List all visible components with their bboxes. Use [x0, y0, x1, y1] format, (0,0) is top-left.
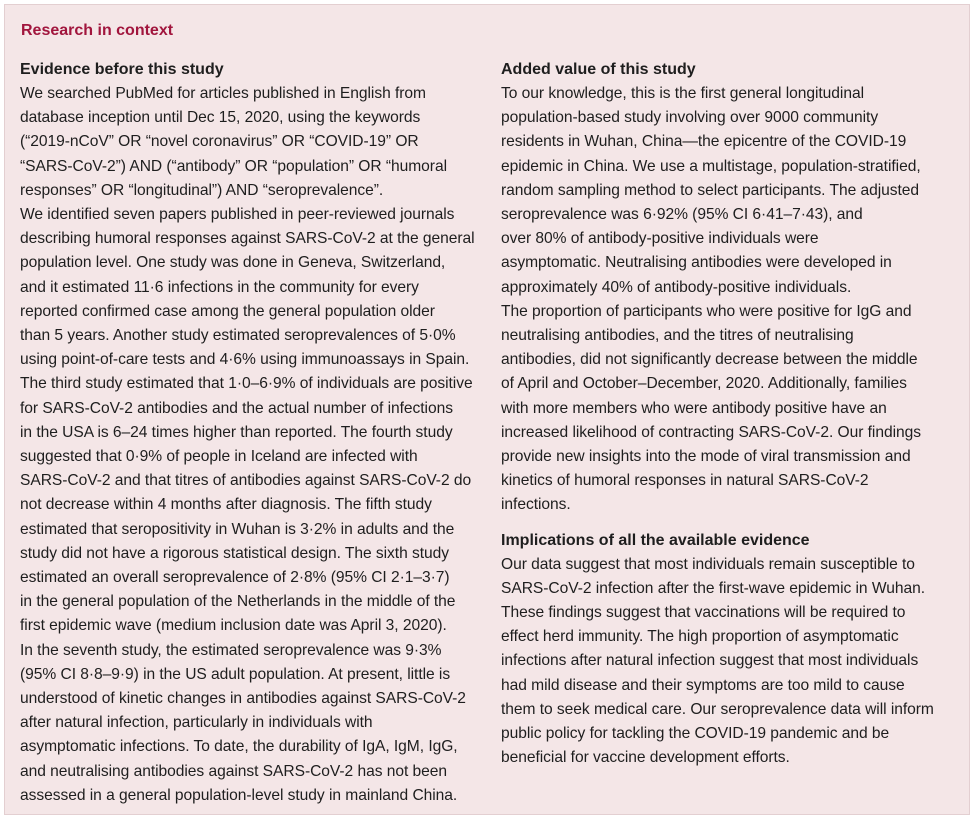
added-value-paragraph: [501, 82, 951, 518]
text-line: estimated that seropositivity in Wuhan is 3·2% in adults and the: [20, 520, 455, 538]
text-line: We searched PubMed for articles published in English from: [20, 85, 426, 102]
text-line: epidemic in China. We use a multistage, population-stratified,: [501, 157, 921, 175]
text-line: understood of kinetic changes in antibodies against SARS-CoV-2: [20, 690, 466, 708]
text-line: residents in Wuhan, China—the epicentre of the COVID-19: [501, 133, 907, 151]
text-line: first epidemic wave (medium inclusion date was April 3, 2020).: [20, 617, 447, 635]
text-line: neutralising antibodies, and the titres of neutralising: [501, 327, 854, 345]
implications-section: [501, 529, 951, 771]
text-line: with more members who were antibody positive have an: [501, 399, 887, 417]
box-title: Research in context: [21, 22, 174, 39]
text-line: in the general population of the Netherlands in the middle of the: [20, 593, 456, 611]
text-line: of April and October–December, 2020. Additionally, families: [501, 375, 907, 393]
text-line: in the USA is 6–24 times higher than reported. The fourth study: [20, 423, 453, 441]
text-line: for SARS-CoV-2 antibodies and the actual number of infections: [20, 399, 453, 417]
text-line: assessed in a general population-level study in mainland China.: [20, 786, 458, 804]
text-line: public policy for tackling the COVID-19 pandemic and be: [501, 725, 890, 743]
text-line: responses” OR “longitudinal”) AND “seroprevalence”.: [20, 181, 384, 199]
text-line: (95% CI 8·8–9·9) in the US adult population. At present, little is: [20, 665, 451, 683]
research-in-context-panel: [4, 4, 970, 815]
text-line: them to seek medical care. Our seroprevalence data will inform: [501, 700, 934, 718]
text-line: “SARS-CoV-2”) AND (“antibody” OR “population” OR “humoral: [20, 157, 447, 175]
implications-paragraph: [501, 553, 951, 771]
text-line: These findings suggest that vaccinations will be required to: [501, 604, 906, 622]
text-line: infections after natural infection suggest that most individuals: [501, 652, 919, 670]
text-line: suggested that 0·9% of people in Iceland are infected with: [20, 448, 418, 466]
text-line: Our data suggest that most individuals remain susceptible to: [501, 555, 915, 573]
text-line: not decrease within 4 months after diagnosis. The fifth study: [20, 496, 432, 514]
text-line: random sampling method to select participants. The adjusted: [501, 181, 920, 199]
text-line: describing humoral responses against SARS-CoV-2 at the general: [20, 230, 475, 248]
text-line: effect herd immunity. The high proportion of asymptomatic: [501, 628, 899, 646]
text-line: The third study estimated that 1·0–6·9% of individuals are positive: [20, 375, 473, 393]
text-line: after natural infection, particularly in individuals with: [20, 714, 373, 732]
text-line: approximately 40% of antibody-positive individuals.: [501, 278, 852, 296]
text-line: seroprevalence was 6·92% (95% CI 6·41–7·43), and: [501, 206, 863, 224]
text-line: provide new insights into the mode of viral transmission and: [501, 448, 911, 466]
text-line: reported confirmed case among the general population older: [20, 302, 435, 320]
text-line: asymptomatic. Neutralising antibodies were developed in: [501, 254, 892, 272]
text-line: antibodies, did not significantly decrease between the middle: [501, 351, 918, 369]
text-line: had mild disease and their symptoms are too mild to cause: [501, 676, 905, 694]
text-line: database inception until Dec 15, 2020, using the keywords: [20, 109, 421, 127]
text-line: and neutralising antibodies against SARS-CoV-2 has not been: [20, 762, 448, 780]
text-line: We identified seven papers published in peer-reviewed journals: [20, 206, 455, 224]
text-line: To our knowledge, this is the first general longitudinal: [501, 85, 864, 102]
text-line: asymptomatic infections. To date, the durability of IgA, IgM, IgG,: [20, 738, 458, 756]
text-line: and it estimated 11·6 infections in the community for every: [20, 278, 419, 296]
text-line: infections.: [501, 496, 571, 514]
text-line: population level. One study was done in Geneva, Switzerland,: [20, 254, 446, 272]
evidence-paragraph: [20, 82, 482, 808]
evidence-heading: Evidence before this study: [20, 61, 224, 78]
text-line: SARS-CoV-2 and that titres of antibodies against SARS-CoV-2 do: [20, 472, 472, 490]
text-line: increased likelihood of contracting SARS-CoV-2. Our findings: [501, 423, 921, 441]
implications-heading: Implications of all the available evidence: [501, 531, 810, 549]
text-line: The proportion of participants who were positive for IgG and: [501, 302, 912, 320]
text-line: population-based study involving over 9000 community: [501, 109, 879, 127]
evidence-section: [20, 58, 482, 808]
text-line: over 80% of antibody-positive individuals were: [501, 230, 819, 248]
text-line: In the seventh study, the estimated seroprevalence was 9·3%: [20, 641, 442, 659]
text-line: study did not have a rigorous statistical design. The sixth study: [20, 544, 449, 562]
text-line: estimated an overall seroprevalence of 2·8% (95% CI 2·1–3·7): [20, 569, 450, 587]
right-column: [501, 58, 951, 770]
text-line: using point-of-care tests and 4·6% using immunoassays in Spain.: [20, 351, 470, 369]
text-line: than 5 years. Another study estimated seroprevalences of 5·0%: [20, 327, 456, 345]
left-column: [20, 58, 482, 808]
text-line: SARS-CoV-2 infection after the first-wave epidemic in Wuhan.: [501, 579, 926, 597]
added-value-heading: Added value of this study: [501, 61, 696, 78]
added-value-section: [501, 58, 951, 518]
text-line: (“2019-nCoV” OR “novel coronavirus” OR “COVID-19” OR: [20, 133, 419, 151]
text-line: kinetics of humoral responses in natural SARS-CoV-2: [501, 472, 869, 490]
text-line: beneficial for vaccine development efforts.: [501, 749, 790, 767]
